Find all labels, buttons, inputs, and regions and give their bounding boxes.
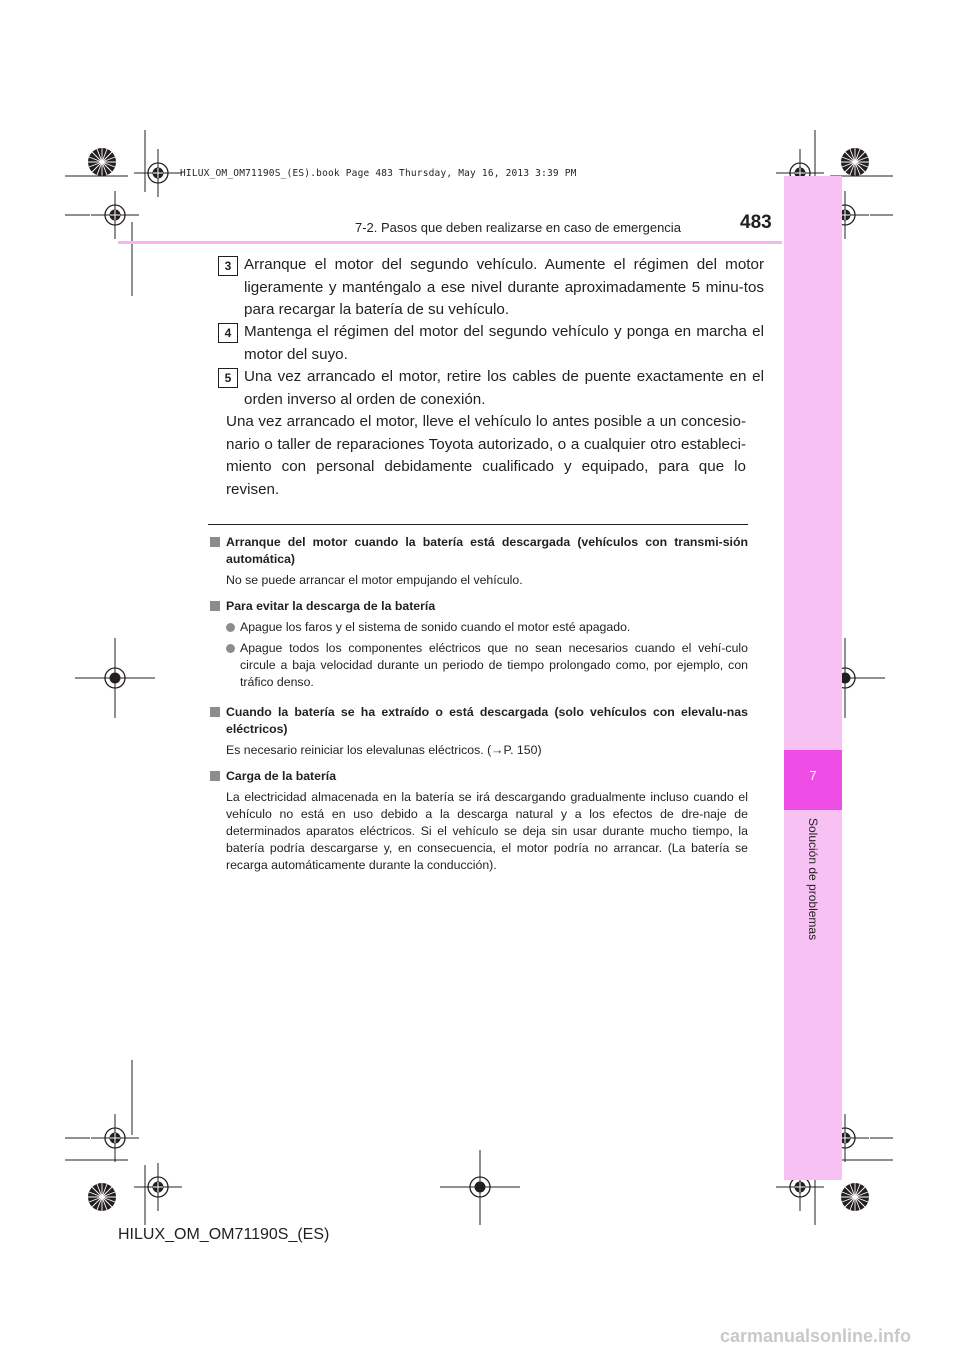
step-number-badge: 4 — [218, 323, 238, 343]
note-prevent-discharge — [210, 598, 748, 691]
square-bullet-icon — [210, 771, 220, 781]
step-text: Arranque el motor del segundo vehículo. Aumente el régimen del motor ligeramente y manténgalo a ese nivel durante aproximadamente 5 minu-tos para recargar la batería de su vehículo. — [244, 256, 764, 319]
circle-bullet-icon — [226, 644, 235, 653]
step-number-badge: 3 — [218, 256, 238, 276]
circle-bullet-icon — [226, 623, 235, 632]
note-battery-charge — [210, 768, 748, 874]
note-automatic-transmission — [210, 534, 748, 589]
note-bullet: Apague todos los componentes eléctricos que no sean necesarios cuando el vehí-culo circule a baja velocidad durante un periodo de tiempo prolongado como, por ejemplo, con tráfico denso. — [210, 640, 748, 691]
note-battery-removed — [210, 704, 748, 759]
chapter-side-tab — [784, 176, 842, 1180]
step-text: Una vez arrancado el motor, retire los cables de puente exactamente en el orden inverso al orden de conexión. — [244, 368, 764, 408]
note-heading: Arranque del motor cuando la batería está descargada (vehículos con transmi-sión automática) — [210, 534, 748, 568]
chapter-label: Solución de problemas — [806, 818, 820, 941]
note-body: Es necesario reiniciar los elevalunas eléctricos. (→P. 150) — [226, 743, 542, 757]
note-body: No se puede arrancar el motor empujando el vehículo. — [226, 573, 523, 587]
note-heading: Para evitar la descarga de la batería — [210, 598, 748, 615]
note-body: La electricidad almacenada en la batería se irá descargando gradualmente incluso cuando el vehículo no está en uso debido a la descarga natural y a los efectos de dre-naje de determinados aparatos eléctricos. Si el vehículo se deja sin usar durante mucho tiempo, la batería podría descargarse y, en consecuencia, el motor podría no arrancar. (La batería se recarga automáticamente durante la conducción). — [226, 790, 748, 872]
post-start-paragraph: Una vez arrancado el motor, lleve el vehículo lo antes posible a un concesio-nario o taller de reparaciones Toyota autorizado, o a cualquier otro estableci-miento con personal debidamente cualificado y equipado, para que lo revisen. — [226, 413, 746, 498]
square-bullet-icon — [210, 537, 220, 547]
note-heading: Carga de la batería — [210, 768, 748, 785]
site-watermark: carmanualsonline.info — [720, 1326, 912, 1346]
section-title: 7-2. Pasos que deben realizarse en caso de emergencia — [355, 220, 681, 235]
header-rule — [118, 241, 782, 244]
note-bullet: Apague los faros y el sistema de sonido cuando el motor esté apagado. — [210, 619, 748, 636]
chapter-number: 7 — [809, 768, 817, 783]
notes-divider — [208, 524, 748, 525]
note-heading: Cuando la batería se ha extraído o está descargada (solo vehículos con elevalu-nas eléctricos) — [210, 704, 748, 738]
square-bullet-icon — [210, 707, 220, 717]
book-print-stamp: HILUX_OM_OM71190S_(ES).book Page 483 Thursday, May 16, 2013 3:39 PM — [180, 168, 577, 179]
step-text: Mantenga el régimen del motor del segundo vehículo y ponga en marcha el motor del suyo. — [244, 323, 764, 363]
square-bullet-icon — [210, 601, 220, 611]
page-number: 483 — [740, 212, 772, 233]
manual-code: HILUX_OM_OM71190S_(ES) — [118, 1226, 330, 1243]
step-number-badge: 5 — [218, 368, 238, 388]
